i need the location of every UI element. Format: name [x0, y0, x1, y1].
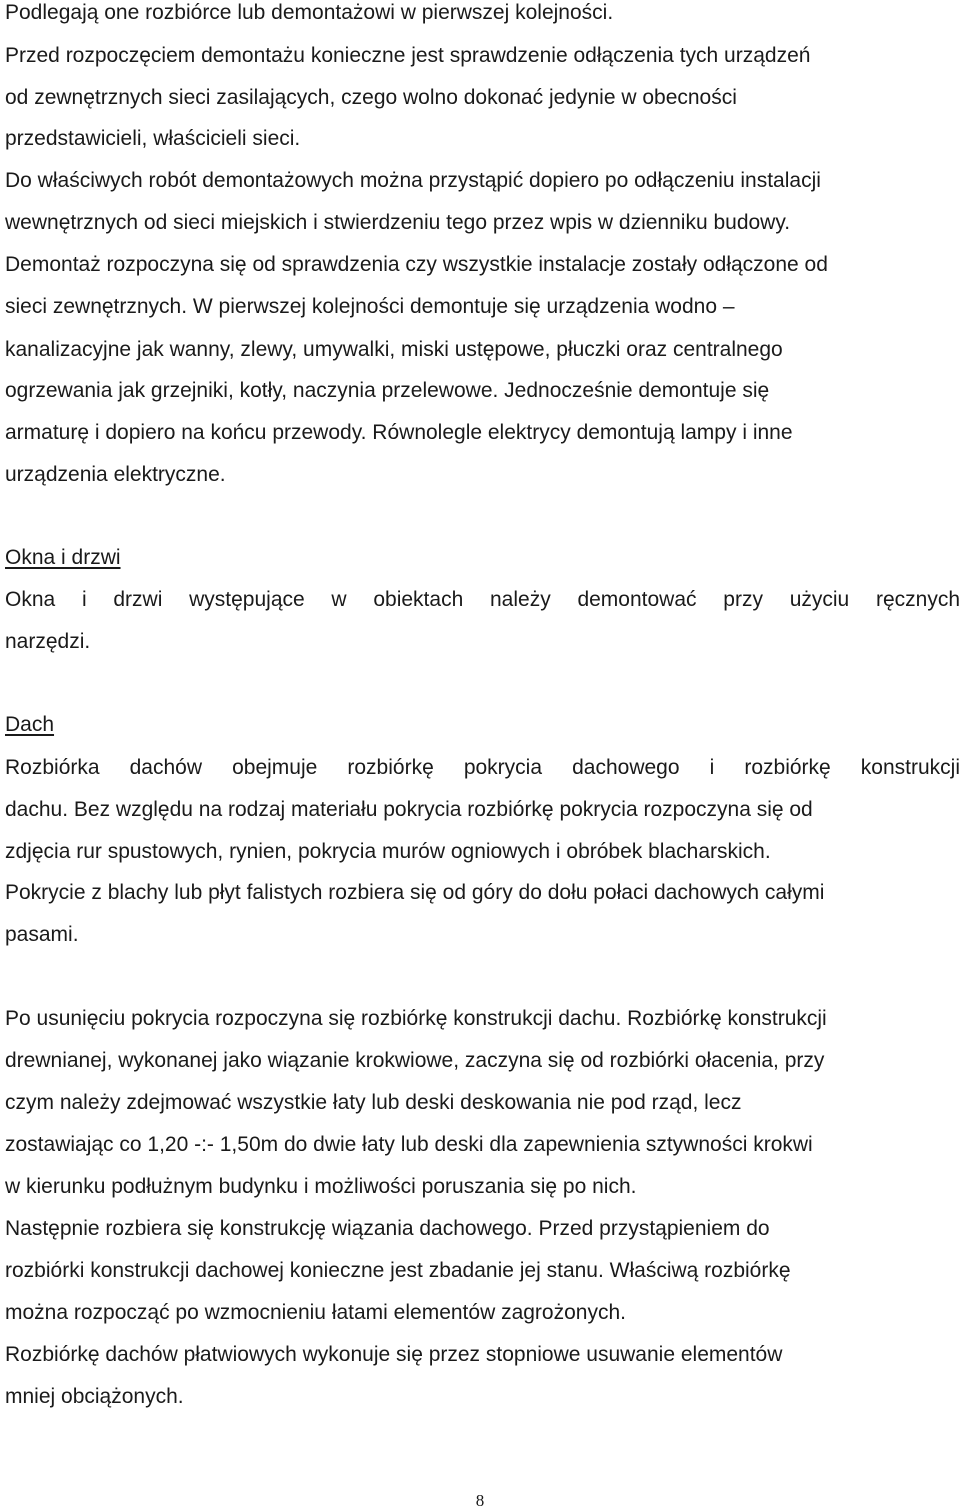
text-line: sieci zewnętrznych. W pierwszej kolejności demontuje się urządzenia wodno –: [5, 295, 735, 318]
text-line: Przed rozpoczęciem demontażu konieczne jest sprawdzenie odłączenia tych urządzeń: [5, 44, 811, 67]
text-line: czym należy zdejmować wszystkie łaty lub deski deskowania nie pod rząd, lecz: [5, 1091, 742, 1114]
text-line: mniej obciążonych.: [5, 1385, 184, 1408]
text-line: od zewnętrznych sieci zasilających, czego wolno dokonać jedynie w obecności: [5, 86, 737, 109]
text-line: Po usunięciu pokrycia rozpoczyna się rozbiórkę konstrukcji dachu. Rozbiórkę konstrukcji: [5, 1007, 827, 1030]
text-line: kanalizacyjne jak wanny, zlewy, umywalki, miski ustępowe, płuczki oraz centralnego: [5, 338, 783, 361]
text-line: zostawiając co 1,20 -:- 1,50m do dwie łaty lub deski dla zapewnienia sztywności krokwi: [5, 1133, 813, 1156]
text-line: armaturę i dopiero na końcu przewody. Równolegle elektrycy demontują lampy i inne: [5, 421, 793, 444]
text-line: rozbiórki konstrukcji dachowej konieczne jest zbadanie jej stanu. Właściwą rozbiórkę: [5, 1259, 791, 1282]
text-line: Następnie rozbiera się konstrukcję wiązania dachowego. Przed przystąpieniem do: [5, 1217, 770, 1240]
page-number: 8: [475, 1491, 485, 1510]
text-line: Rozbiórka dachów obejmuje rozbiórkę pokrycia dachowego i rozbiórkę konstrukcji: [5, 756, 960, 779]
text-line: w kierunku podłużnym budynku i możliwości poruszania się po nich.: [5, 1175, 637, 1198]
section-heading-roof: Dach: [5, 713, 55, 736]
text-line: można rozpocząć po wzmocnieniu łatami elementów zagrożonych.: [5, 1301, 626, 1324]
section-heading-windows-doors: Okna i drzwi: [5, 546, 121, 569]
text-line: narzędzi.: [5, 630, 91, 653]
text-line: przedstawicieli, właścicieli sieci.: [5, 127, 301, 150]
text-line: Pokrycie z blachy lub płyt falistych rozbiera się od góry do dołu połaci dachowych całymi: [5, 881, 825, 904]
text-line: Do właściwych robót demontażowych można przystąpić dopiero po odłączeniu instalacji: [5, 169, 821, 192]
text-line: pasami.: [5, 923, 79, 946]
text-line: wewnętrznych od sieci miejskich i stwierdzeniu tego przez wpis w dzienniku budowy.: [5, 211, 791, 234]
text-line: zdjęcia rur spustowych, rynien, pokrycia murów ogniowych i obróbek blacharskich.: [5, 840, 771, 863]
text-line: dachu. Bez względu na rodzaj materiału pokrycia rozbiórkę pokrycia rozpoczyna się od: [5, 798, 813, 821]
text-line: Demontaż rozpoczyna się od sprawdzenia czy wszystkie instalacje zostały odłączone od: [5, 253, 828, 276]
text-line: Okna i drzwi występujące w obiektach należy demontować przy użyciu ręcznych: [5, 588, 960, 611]
text-line: drewnianej, wykonanej jako wiązanie krokwiowe, zaczyna się od rozbiórki ołacenia, przy: [5, 1049, 825, 1072]
text-line: Rozbiórkę dachów płatwiowych wykonuje się przez stopniowe usuwanie elementów: [5, 1343, 783, 1366]
text-line: ogrzewania jak grzejniki, kotły, naczynia przelewowe. Jednocześnie demontuje się: [5, 379, 770, 402]
text-line: Podlegają one rozbiórce lub demontażowi w pierwszej kolejności.: [5, 1, 614, 24]
text-line: urządzenia elektryczne.: [5, 463, 226, 486]
